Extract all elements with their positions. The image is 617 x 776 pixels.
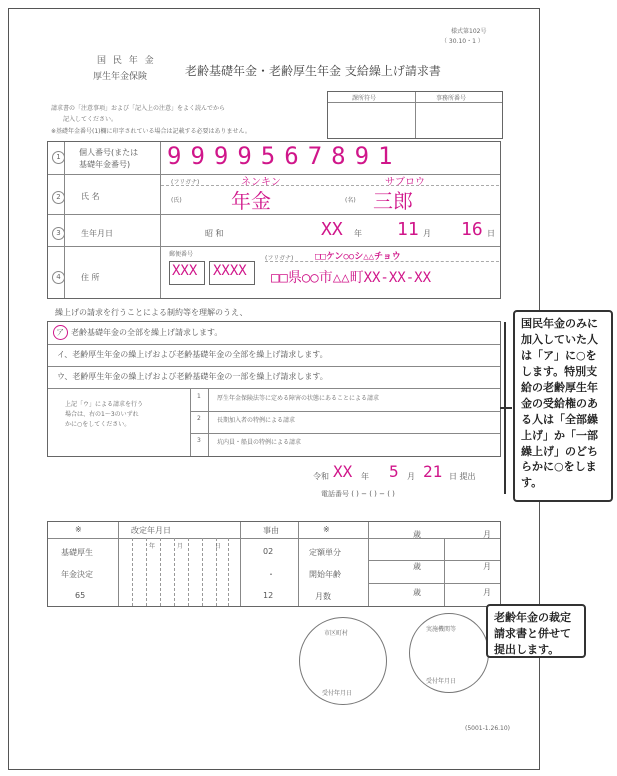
birth-year-unit: 年 xyxy=(354,229,362,238)
row3-label: 生年月日 xyxy=(81,229,113,238)
form-code: 様式第102号 xyxy=(451,28,487,35)
office-number-label: 事務所番号 xyxy=(436,95,467,102)
individual-number-value: 9999567891 xyxy=(167,142,402,170)
row2-number: 2 xyxy=(52,191,65,204)
revision-month-unit: 月 xyxy=(177,543,184,550)
header-national-pension: 国 民 年 金 xyxy=(97,56,156,66)
postal-code-part-2: XXXX xyxy=(213,263,247,279)
agency-receipt-seal xyxy=(409,613,489,693)
note1-line: 金の受給権のあ xyxy=(521,396,598,410)
admin-col1-label-3: 65 xyxy=(75,591,86,600)
birth-month-unit: 月 xyxy=(423,229,431,238)
annotation-note-submission xyxy=(486,604,586,658)
note2-line: 請求書と併せて xyxy=(494,626,571,640)
choice-u-note-3: かに○をしてください。 xyxy=(65,421,131,428)
month-unit-row3: 月 xyxy=(483,588,491,597)
row1-number: 1 xyxy=(52,151,65,164)
surname-furigana: ネンキン xyxy=(241,177,281,188)
note1-line: 加入していた人 xyxy=(521,332,598,346)
birth-year-value: XX xyxy=(321,219,343,240)
option-2-text[interactable]: 長期加入者の特例による請求 xyxy=(217,417,296,424)
given-name-furigana: サブロウ xyxy=(385,177,425,188)
row1-label-1: 個人番号(または xyxy=(79,148,139,157)
municipal-seal-bottom: 受付年月日 xyxy=(322,690,353,697)
address-value: □□県○○市△△町XX-XX-XX xyxy=(271,270,432,286)
admin-col1-mark: ※ xyxy=(75,525,82,534)
age-unit-row2: 歳 xyxy=(413,562,421,571)
note2-line: 提出します。 xyxy=(494,642,560,656)
reason-label: 事由 xyxy=(263,526,279,535)
office-code-label: 課所符号 xyxy=(352,95,377,102)
note1-line: 繰上げ」のどち xyxy=(521,444,598,458)
choice-i-text[interactable]: イ、老齢厚生年金の繰上げおよび老齢基礎年金の全部を繰上げ請求します。 xyxy=(57,350,328,359)
note1-line: は「ア」に○を xyxy=(521,348,597,362)
postal-code-part-1: XXX xyxy=(172,263,198,279)
agency-seal-bottom: 受付年月日 xyxy=(426,678,457,685)
row2-furigana-label: (フリガナ) xyxy=(171,179,200,186)
agency-seal-top: 実施機関等 xyxy=(426,626,457,633)
note1-line: る人は「全部繰 xyxy=(521,412,598,426)
submit-day-unit: 日 提出 xyxy=(449,472,476,481)
footer-code: (5001-1.26.10) xyxy=(465,725,511,732)
postal-code-label: 郵便番号 xyxy=(169,251,194,258)
given-name-label: (名) xyxy=(345,197,356,204)
surname-label: (氏) xyxy=(171,197,182,204)
submit-month-unit: 月 xyxy=(407,472,415,481)
option-3-number: 3 xyxy=(197,437,201,444)
submit-era: 令和 xyxy=(313,472,329,481)
row1-label-2: 基礎年金番号) xyxy=(79,160,131,169)
reason-value-1: 02 xyxy=(263,547,274,556)
admin-col4-mark: ※ xyxy=(323,525,330,534)
submit-year-unit: 年 xyxy=(361,472,369,481)
note1-line: 給の老齢厚生年 xyxy=(521,380,598,394)
note2-line: 老齢年金の裁定 xyxy=(494,611,571,624)
option-3-text[interactable]: 坑内員・船員の特例による請求 xyxy=(217,439,302,446)
admin-col4-label-3: 月数 xyxy=(315,592,331,601)
submit-day-value: 21 xyxy=(423,462,443,481)
municipal-seal-top: 市区町村 xyxy=(324,630,349,637)
address-furigana: □□ケン○○シ△△チョウ xyxy=(315,252,401,262)
note1-line: 国民年金のみに xyxy=(521,317,598,330)
birth-day-unit: 日 xyxy=(487,229,495,238)
header-employee-pension: 厚生年金保険 xyxy=(93,72,148,82)
annotation-connector-1 xyxy=(500,407,512,409)
row4-number: 4 xyxy=(52,271,65,284)
birth-month-value: 11 xyxy=(397,219,419,240)
surname-value: 年金 xyxy=(231,189,271,213)
age-unit-row1: 歳 xyxy=(413,530,421,539)
choice-u-note-2: 場合は、右の1〜3のいずれ xyxy=(65,411,139,418)
instruction-line-3: ※基礎年金番号(1)欄に印字されている場合は記載する必要はありません。 xyxy=(51,128,251,135)
option-2-number: 2 xyxy=(197,415,201,422)
month-unit-row1: 月 xyxy=(483,530,491,539)
admin-col1-label-1: 基礎厚生 xyxy=(61,548,93,557)
choice-u-note-1: 上記「ウ」による請求を行う xyxy=(65,401,144,408)
choices-intro: 繰上げの請求を行うことによる制約等を理解のうえ、 xyxy=(55,308,248,317)
option-1-number: 1 xyxy=(197,393,201,400)
note1-line: す。 xyxy=(521,476,543,490)
note1-line: します。特別支 xyxy=(521,364,598,378)
option-1-text[interactable]: 厚生年金保険法等に定める障害の状態にあることによる請求 xyxy=(217,395,380,402)
admin-col4-label-2: 開始年齢 xyxy=(309,570,341,579)
note1-line: 上げ」か「一部 xyxy=(521,428,598,442)
form-code-date: （ 30.10・1 ） xyxy=(441,38,484,45)
submit-month-value: 5 xyxy=(389,462,399,481)
choice-a-text[interactable]: 老齢基礎年金の全部を繰上げ請求します。 xyxy=(71,328,223,337)
row4-label: 住 所 xyxy=(81,273,100,282)
reason-value-2: ・ xyxy=(267,570,275,579)
submit-year-value: XX xyxy=(333,462,353,481)
phone-number-field[interactable]: 電話番号 ( ) − ( ) − ( ) xyxy=(321,490,395,498)
note1-line: らかに○をしま xyxy=(521,460,597,474)
row3-number: 3 xyxy=(52,227,65,240)
page-title: 老齢基礎年金・老齢厚生年金 支給繰上げ請求書 xyxy=(185,64,441,78)
revision-year-unit: 年 xyxy=(149,543,156,550)
claim-form-page xyxy=(8,8,540,770)
choice-u-text[interactable]: ウ、老齢厚生年金の繰上げおよび老齢基礎年金の一部を繰上げ請求します。 xyxy=(57,372,328,381)
reason-value-3: 12 xyxy=(263,591,274,600)
month-unit-row2: 月 xyxy=(483,562,491,571)
address-furigana-label: (フリガナ) xyxy=(265,255,294,262)
municipal-receipt-seal xyxy=(299,617,387,705)
birth-day-value: 16 xyxy=(461,219,483,240)
choice-a-mark: ア xyxy=(56,328,64,337)
office-code-box xyxy=(327,91,503,139)
annotation-note-choice-a xyxy=(513,310,613,502)
revision-date-label: 改定年月日 xyxy=(131,526,171,535)
instruction-line-2: 記入してください。 xyxy=(63,116,118,123)
age-unit-row3: 歳 xyxy=(413,588,421,597)
birth-era: 昭 和 xyxy=(205,229,224,238)
given-name-value: 三郎 xyxy=(373,189,413,213)
admin-col1-label-2: 年金決定 xyxy=(61,570,93,579)
instruction-line-1: 請求書の「注意事項」および「記入上の注意」をよく読んでから xyxy=(51,105,226,112)
admin-col4-label-1: 定額単分 xyxy=(309,548,341,557)
row2-label: 氏 名 xyxy=(81,192,100,201)
revision-day-unit: 日 xyxy=(215,543,222,550)
